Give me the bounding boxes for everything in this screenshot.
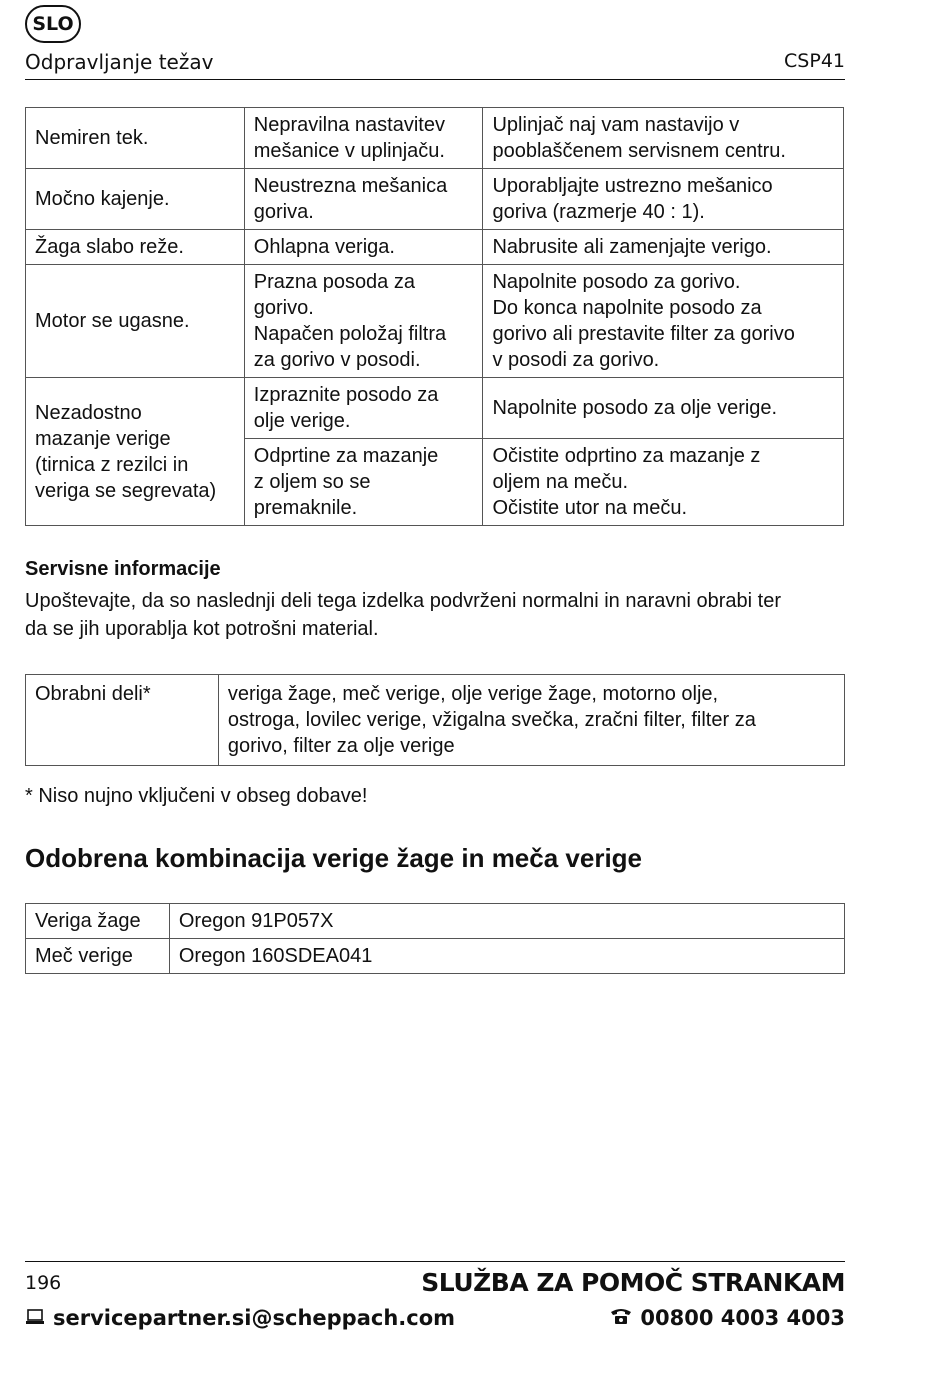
problem-cell: Motor se ugasne. <box>26 265 245 378</box>
remedy-cell: Očistite odprtino za mazanje z oljem na meču. Očistite utor na meču. <box>483 439 844 526</box>
remedy-cell: Uporabljajte ustrezno mešanico goriva (razmerje 40 : 1). <box>483 169 844 230</box>
wear-parts-list: veriga žage, meč verige, olje verige žage, motorno olje, ostroga, lovilec verige, vžigalna svečka, zračni filter, filter za gorivo, filter za olje verige <box>218 675 844 766</box>
table-row <box>26 108 844 169</box>
combo-value: Oregon 91P057X <box>169 904 844 939</box>
model-label: CSP41 <box>784 50 845 72</box>
email-contact <box>25 1306 455 1330</box>
table-row <box>26 230 844 265</box>
wear-parts-table <box>25 674 845 766</box>
problem-cell: Nemiren tek. <box>26 108 245 169</box>
email-address[interactable]: servicepartner.si@scheppach.com <box>53 1306 456 1330</box>
language-badge <box>25 5 81 43</box>
table-row <box>26 675 845 766</box>
page-number: 196 <box>25 1272 62 1294</box>
remedy-cell: Uplinjač naj vam nastavijo v pooblaščenem servisnem centru. <box>483 108 844 169</box>
cause-cell: Prazna posoda za gorivo. Napačen položaj filtra za gorivo v posodi. <box>244 265 483 378</box>
wear-parts-label: Obrabni deli* <box>26 675 219 766</box>
problem-cell: Močno kajenje. <box>26 169 245 230</box>
table-row <box>26 904 845 939</box>
chain-bar-combination-table <box>25 903 845 974</box>
remedy-cell: Nabrusite ali zamenjajte verigo. <box>483 230 844 265</box>
table-row <box>26 939 845 974</box>
cause-cell: Izpraznite posodo za olje verige. <box>244 378 483 439</box>
cause-cell: Odprtine za mazanje z oljem so se premaknile. <box>244 439 483 526</box>
section-title: Odpravljanje težav <box>25 50 214 74</box>
cause-cell: Neustrezna mešanica goriva. <box>244 169 483 230</box>
combination-heading: Odobrena kombinacija verige žage in meča verige <box>25 843 643 873</box>
phone-number[interactable]: 00800 4003 4003 <box>640 1306 845 1330</box>
table-row <box>26 169 844 230</box>
table-row <box>26 265 844 378</box>
header-divider <box>25 79 845 80</box>
combo-label: Veriga žage <box>26 904 170 939</box>
footer-divider <box>25 1261 845 1262</box>
service-info-heading: Servisne informacije <box>25 558 221 580</box>
service-info-text: Upoštevajte, da so naslednji deli tega izdelka podvrženi normalni in naravni obrabi ter da se jih uporablja kot potrošni material. <box>25 590 781 640</box>
combo-value: Oregon 160SDEA041 <box>169 939 844 974</box>
language-code: SLO <box>32 13 74 35</box>
combo-label: Meč verige <box>26 939 170 974</box>
laptop-icon <box>25 1306 45 1330</box>
cause-cell: Ohlapna veriga. <box>244 230 483 265</box>
remedy-cell: Napolnite posodo za gorivo. Do konca napolnite posodo za gorivo ali prestavite filter za gorivo v posodi za gorivo. <box>483 265 844 378</box>
table-row <box>26 378 844 439</box>
customer-service-label: SLUŽBA ZA POMOČ STRANKAM <box>421 1268 845 1297</box>
problem-cell: Nezadostno mazanje verige (tirnica z rezilci in veriga se segrevata) <box>26 378 245 526</box>
remedy-cell: Napolnite posodo za olje verige. <box>483 378 844 439</box>
telephone-icon <box>610 1306 632 1330</box>
problem-cell: Žaga slabo reže. <box>26 230 245 265</box>
footnote: * Niso nujno vključeni v obseg dobave! <box>25 785 368 807</box>
troubleshooting-table <box>25 107 844 526</box>
cause-cell: Nepravilna nastavitev mešanice v uplinjaču. <box>244 108 483 169</box>
phone-contact <box>610 1306 845 1330</box>
